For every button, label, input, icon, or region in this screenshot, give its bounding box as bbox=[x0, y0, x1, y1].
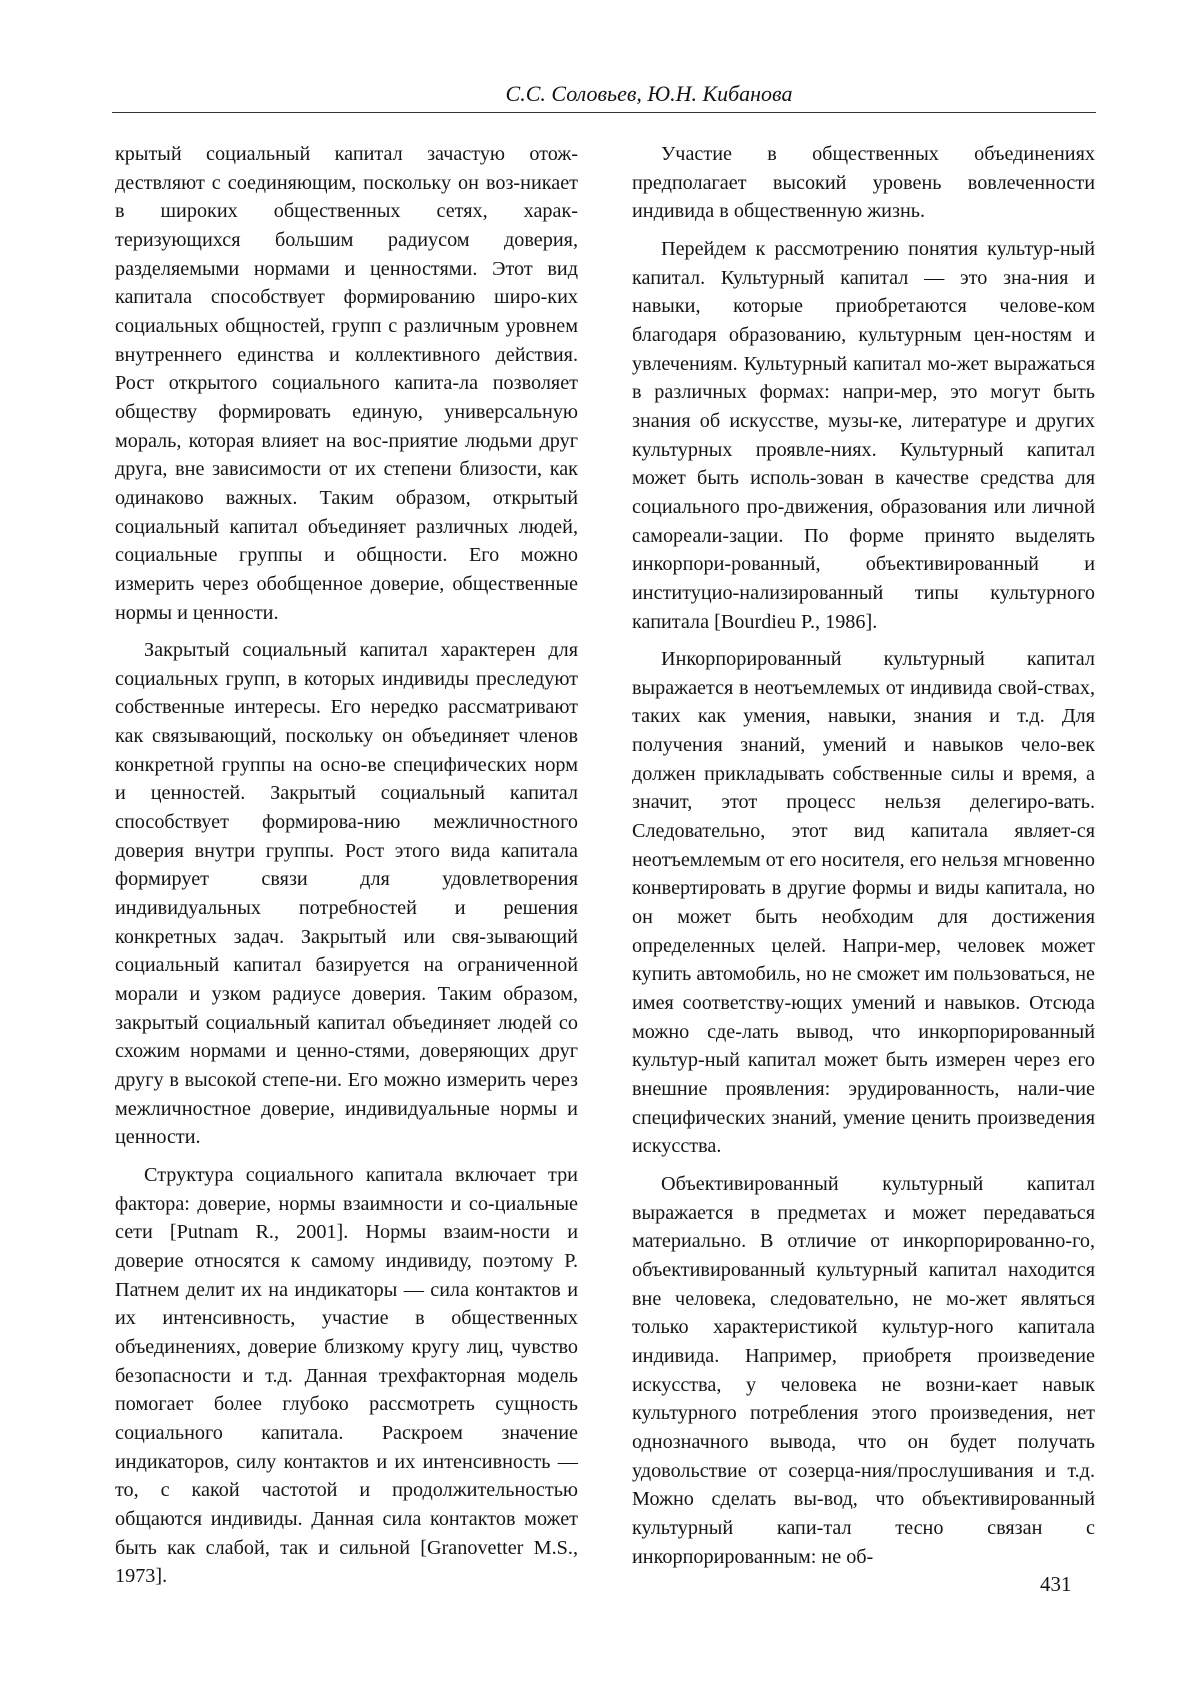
paragraph-objectified-capital: Объективированный культурный капитал выражается в предметах и может передаваться материально. В отличие от инкорпорированно-го, объективированный культурный капитал находится вне человека, следовательно, не мо-жет являться только характеристикой культур-ного капитала индивида. Например, приобретя произведение искусства, у человека не возни-кает навык культурного потребления этого произведения, нет однозначного вывода, что он будет получать удовольствие от созерца-ния/прослушивания и т.д. Можно сделать вы-вод, что объективированный культурный капи-тал тесно связан с инкорпорированным: не об- bbox=[632, 1170, 1095, 1571]
running-head-authors: С.С. Соловьев, Ю.Н. Кибанова bbox=[112, 80, 1096, 108]
paragraph-closed-capital: Закрытый социальный капитал характерен для социальных групп, в которых индивиды преследуют собственные интересы. Его нередко рассматривают как связывающий, поскольку он объединяет членов конкретной группы на осно-ве специфических норм и ценностей. Закрытый социальный капитал способствует формирова-нию межличностного доверия внутри группы. Рост этого вида капитала формирует связи для удовлетворения индивидуальных потребностей и решения конкретных задач. Закрытый или свя-зывающий социальный капитал базируется на ограниченной морали и узком радиусе доверия. Таким образом, закрытый социальный капитал объединяет людей со схожим нормами и ценно-стями, доверяющих друг другу в высокой степе-ни. Его можно измерить через межличностное доверие, индивидуальные нормы и ценности. bbox=[115, 636, 578, 1152]
left-column bbox=[115, 140, 578, 1591]
paragraph-capital-structure: Структура социального капитала включает три фактора: доверие, нормы взаимности и со-циальные сети [Putnam R., 2001]. Нормы взаим-ности и доверие относятся к самому индивиду, поэтому Р. Патнем делит их на индикаторы — сила контактов и их интенсивность, участие в общественных объединениях, доверие близкому кругу лиц, чувство безопасности и т.д. Данная трехфакторная модель помогает более глубоко рассмотреть сущность социального капитала. Раскроем значение индикаторов, силу контактов и их интенсивность — то, с какой частотой и продолжительностью общаются индивиды. Данная сила контактов может быть как слабой, так и сильной [Granovetter M.S., 1973]. bbox=[115, 1161, 578, 1591]
right-column bbox=[632, 140, 1095, 1571]
paragraph-participation: Участие в общественных объединениях предполагает высокий уровень вовлеченности индивида в общественную жизнь. bbox=[632, 140, 1095, 226]
paragraph-cultural-capital: Перейдем к рассмотрению понятия культур-ный капитал. Культурный капитал — это зна-ния и навыки, которые приобретаются челове-ком благодаря образованию, культурным цен-ностям и увлечениям. Культурный капитал мо-жет выражаться в различных формах: напри-мер, это могут быть знания об искусстве, музы-ке, литературе и других культурных проявле-ниях. Культурный капитал может быть исполь-зован в качестве средства для социального про-движения, образования или личной самореали-зации. По форме принято выделять инкорпори-рованный, объективированный и институцио-нализированный типы культурного капитала [Bourdieu P., 1986]. bbox=[632, 235, 1095, 636]
header-rule bbox=[112, 112, 1096, 113]
page-number: 431 bbox=[1040, 1570, 1072, 1598]
paragraph-open-capital: крытый социальный капитал зачастую отож-дествляют с соединяющим, поскольку он воз-никает в широких общественных сетях, харак-теризующихся большим радиусом доверия, разделяемыми нормами и ценностями. Этот вид капитала способствует формированию широ-ких социальных общностей, групп с различным уровнем внутреннего единства и коллективного действия. Рост открытого социального капита-ла позволяет обществу формировать единую, универсальную мораль, которая влияет на вос-приятие людьми друг друга, вне зависимости от их степени близости, как одинаково важных. Таким образом, открытый социальный капитал объединяет различных людей, социальные группы и общности. Его можно измерить через обобщенное доверие, общественные нормы и ценности. bbox=[115, 140, 578, 627]
paragraph-incorporated-capital: Инкорпорированный культурный капитал выражается в неотъемлемых от индивида свой-ствах, таких как умения, навыки, знания и т.д. Для получения знаний, умений и навыков чело-век должен прикладывать собственные силы и время, а значит, этот процесс нельзя делегиро-вать. Следовательно, этот вид капитала являет-ся неотъемлемым от его носителя, его нельзя мгновенно конвертировать в другие формы и виды капитала, но он может быть необходим для достижения определенных целей. Напри-мер, человек может купить автомобиль, но не сможет им пользоваться, не имея соответству-ющих умений и навыков. Отсюда можно сде-лать вывод, что инкорпорированный культур-ный капитал может быть измерен через его внешние проявления: эрудированность, нали-чие специфических знаний, умение ценить произведения искусства. bbox=[632, 645, 1095, 1161]
